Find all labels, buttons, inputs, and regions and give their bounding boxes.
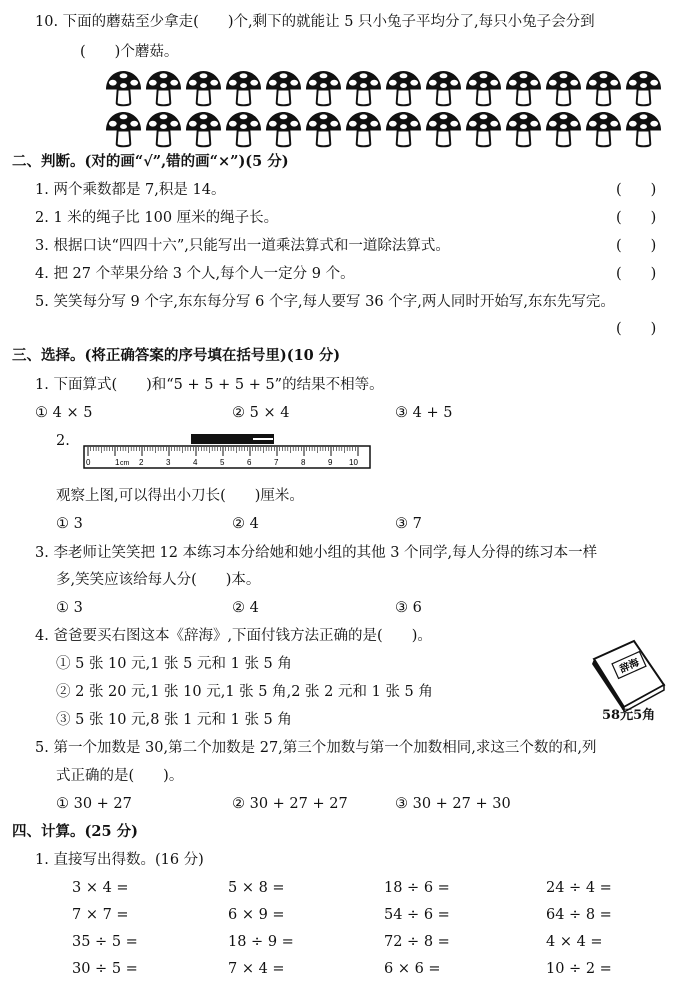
choice-q3-line1: 3. 李老师让笑笑把 12 本练习本分给她和她小组的其他 3 个同学,每人分得的练习本一样 xyxy=(35,545,598,561)
mushroom-icon xyxy=(624,70,663,107)
knife-highlight xyxy=(253,438,273,440)
choice-q2-opt3[interactable]: ③ 7 xyxy=(395,516,422,532)
choice-q1-opt2[interactable]: ② 5 × 4 xyxy=(232,405,290,421)
mushroom-icon xyxy=(464,70,503,107)
mushroom-row-1 xyxy=(104,70,663,107)
judge-answer-2[interactable]: ( ) xyxy=(616,210,657,226)
mushroom-icon xyxy=(344,70,383,107)
ruler-label-3: 3 xyxy=(166,458,171,467)
choice-q5-opt1[interactable]: ① 30 + 27 xyxy=(56,796,132,812)
calc-r4c3: 6 × 6 = xyxy=(384,961,441,977)
choice-q1-stem: 1. 下面算式( )和“5 + 5 + 5 + 5”的结果不相等。 xyxy=(35,377,384,393)
calc-r1c3: 18 ÷ 6 = xyxy=(384,880,450,896)
calc-r3c1: 35 ÷ 5 = xyxy=(72,934,138,950)
mushroom-icon xyxy=(184,111,223,148)
ruler-label-1: 1 xyxy=(115,458,120,467)
judge-answer-1[interactable]: ( ) xyxy=(616,182,657,198)
mushroom-icon xyxy=(544,111,583,148)
judge-item-4: 4. 把 27 个苹果分给 3 个人,每个人一定分 9 个。 xyxy=(35,266,355,282)
choice-q5-line2: 式正确的是( )。 xyxy=(56,768,184,784)
mushroom-icon xyxy=(384,111,423,148)
calc-r2c2: 6 × 9 = xyxy=(228,907,285,923)
mushroom-icon xyxy=(104,111,143,148)
choice-q5-opt2[interactable]: ② 30 + 27 + 27 xyxy=(232,796,348,812)
section3-title: 三、选择。(将正确答案的序号填在括号里)(10 分) xyxy=(12,347,341,364)
judge-item-5: 5. 笑笑每分写 9 个字,东东每分写 6 个字,每人要写 36 个字,两人同时开始写,东东先写完。 xyxy=(35,294,615,310)
choice-q3-opt3[interactable]: ③ 6 xyxy=(395,600,422,616)
q10-line2: ( )个蘑菇。 xyxy=(80,44,179,60)
ruler-label-5: 5 xyxy=(220,458,225,467)
mushroom-icon xyxy=(144,70,183,107)
mushroom-icon xyxy=(424,70,463,107)
mushroom-icon xyxy=(144,111,183,148)
mushroom-icon xyxy=(184,70,223,107)
mushroom-icon xyxy=(544,70,583,107)
book-title: 辞海 xyxy=(618,657,641,676)
choice-q2-opt1[interactable]: ① 3 xyxy=(56,516,83,532)
calc-r4c1: 30 ÷ 5 = xyxy=(72,961,138,977)
choice-q1-opt1[interactable]: ① 4 × 5 xyxy=(35,405,93,421)
mushroom-icon xyxy=(624,111,663,148)
q10-line1: 10. 下面的蘑菇至少拿走( )个,剩下的就能让 5 只小兔子平均分了,每只小兔子会分到 xyxy=(35,14,595,30)
calc-r4c2: 7 × 4 = xyxy=(228,961,285,977)
mushroom-icon xyxy=(224,111,263,148)
mushroom-icon xyxy=(104,70,143,107)
mushroom-icon xyxy=(584,70,623,107)
mushroom-icon xyxy=(424,111,463,148)
choice-q3-opt1[interactable]: ① 3 xyxy=(56,600,83,616)
calc-r3c4: 4 × 4 = xyxy=(546,934,603,950)
ruler-label-10: 10 xyxy=(349,458,358,467)
mushroom-icon xyxy=(304,70,343,107)
calc-sub1-title: 1. 直接写出得数。(16 分) xyxy=(35,852,204,868)
ruler-label-0: 0 xyxy=(86,458,91,467)
choice-q2-stem: 观察上图,可以得出小刀长( )厘米。 xyxy=(56,488,304,504)
ruler-label-8: 8 xyxy=(301,458,306,467)
choice-q2-num: 2. xyxy=(56,433,70,449)
ruler-label-cm: cm xyxy=(120,460,130,467)
book-price: 58元5角 xyxy=(602,708,656,723)
choice-q5-opt3[interactable]: ③ 30 + 27 + 30 xyxy=(395,796,511,812)
choice-q1-opt3[interactable]: ③ 4 + 5 xyxy=(395,405,453,421)
mushroom-icon xyxy=(304,111,343,148)
ruler-figure xyxy=(83,431,373,471)
calc-r3c3: 72 ÷ 8 = xyxy=(384,934,450,950)
choice-q4-opt3[interactable]: ③ 5 张 10 元,8 张 1 元和 1 张 5 角 xyxy=(56,712,292,728)
choice-q3-opt2[interactable]: ② 4 xyxy=(232,600,259,616)
section2-title: 二、判断。(对的画“√”,错的画“×”)(5 分) xyxy=(12,153,289,170)
choice-q3-line2: 多,笑笑应该给每人分( )本。 xyxy=(56,572,261,588)
mushroom-icon xyxy=(584,111,623,148)
ruler-label-9: 9 xyxy=(328,458,333,467)
ruler-label-7: 7 xyxy=(274,458,279,467)
judge-item-3: 3. 根据口诀“四四十六”,只能写出一道乘法算式和一道除法算式。 xyxy=(35,238,450,254)
calc-r1c2: 5 × 8 = xyxy=(228,880,285,896)
calc-r1c4: 24 ÷ 4 = xyxy=(546,880,612,896)
ruler-label-4: 4 xyxy=(193,458,198,467)
calc-r2c4: 64 ÷ 8 = xyxy=(546,907,612,923)
mushroom-icon xyxy=(504,70,543,107)
ruler-label-2: 2 xyxy=(139,458,144,467)
mushroom-icon xyxy=(464,111,503,148)
calc-r2c3: 54 ÷ 6 = xyxy=(384,907,450,923)
mushroom-icon xyxy=(344,111,383,148)
judge-answer-4[interactable]: ( ) xyxy=(616,266,657,282)
choice-q4-opt1[interactable]: ① 5 张 10 元,1 张 5 元和 1 张 5 角 xyxy=(56,656,292,672)
ruler-label-6: 6 xyxy=(247,458,252,467)
choice-q4-stem: 4. 爸爸要买右图这本《辞海》,下面付钱方法正确的是( )。 xyxy=(35,628,432,644)
mushroom-icon xyxy=(504,111,543,148)
mushroom-icon xyxy=(384,70,423,107)
choice-q4-opt2[interactable]: ② 2 张 20 元,1 张 10 元,1 张 5 角,2 张 2 元和 1 张 5 角 xyxy=(56,684,433,700)
choice-q2-opt2[interactable]: ② 4 xyxy=(232,516,259,532)
judge-answer-5[interactable]: ( ) xyxy=(616,321,657,337)
choice-q5-line1: 5. 第一个加数是 30,第二个加数是 27,第三个加数与第一个加数相同,求这三个数的和,列 xyxy=(35,740,597,756)
mushroom-icon xyxy=(264,111,303,148)
mushroom-icon xyxy=(264,70,303,107)
calc-r2c1: 7 × 7 = xyxy=(72,907,129,923)
calc-r4c4: 10 ÷ 2 = xyxy=(546,961,612,977)
judge-item-1: 1. 两个乘数都是 7,积是 14。 xyxy=(35,182,226,198)
calc-r3c2: 18 ÷ 9 = xyxy=(228,934,294,950)
calc-r1c1: 3 × 4 = xyxy=(72,880,129,896)
dictionary-book-icon xyxy=(590,637,670,712)
mushroom-row-2 xyxy=(104,111,663,148)
section4-title: 四、计算。(25 分) xyxy=(12,823,138,840)
judge-item-2: 2. 1 米的绳子比 100 厘米的绳子长。 xyxy=(35,210,279,226)
mushroom-icon xyxy=(224,70,263,107)
judge-answer-3[interactable]: ( ) xyxy=(616,238,657,254)
